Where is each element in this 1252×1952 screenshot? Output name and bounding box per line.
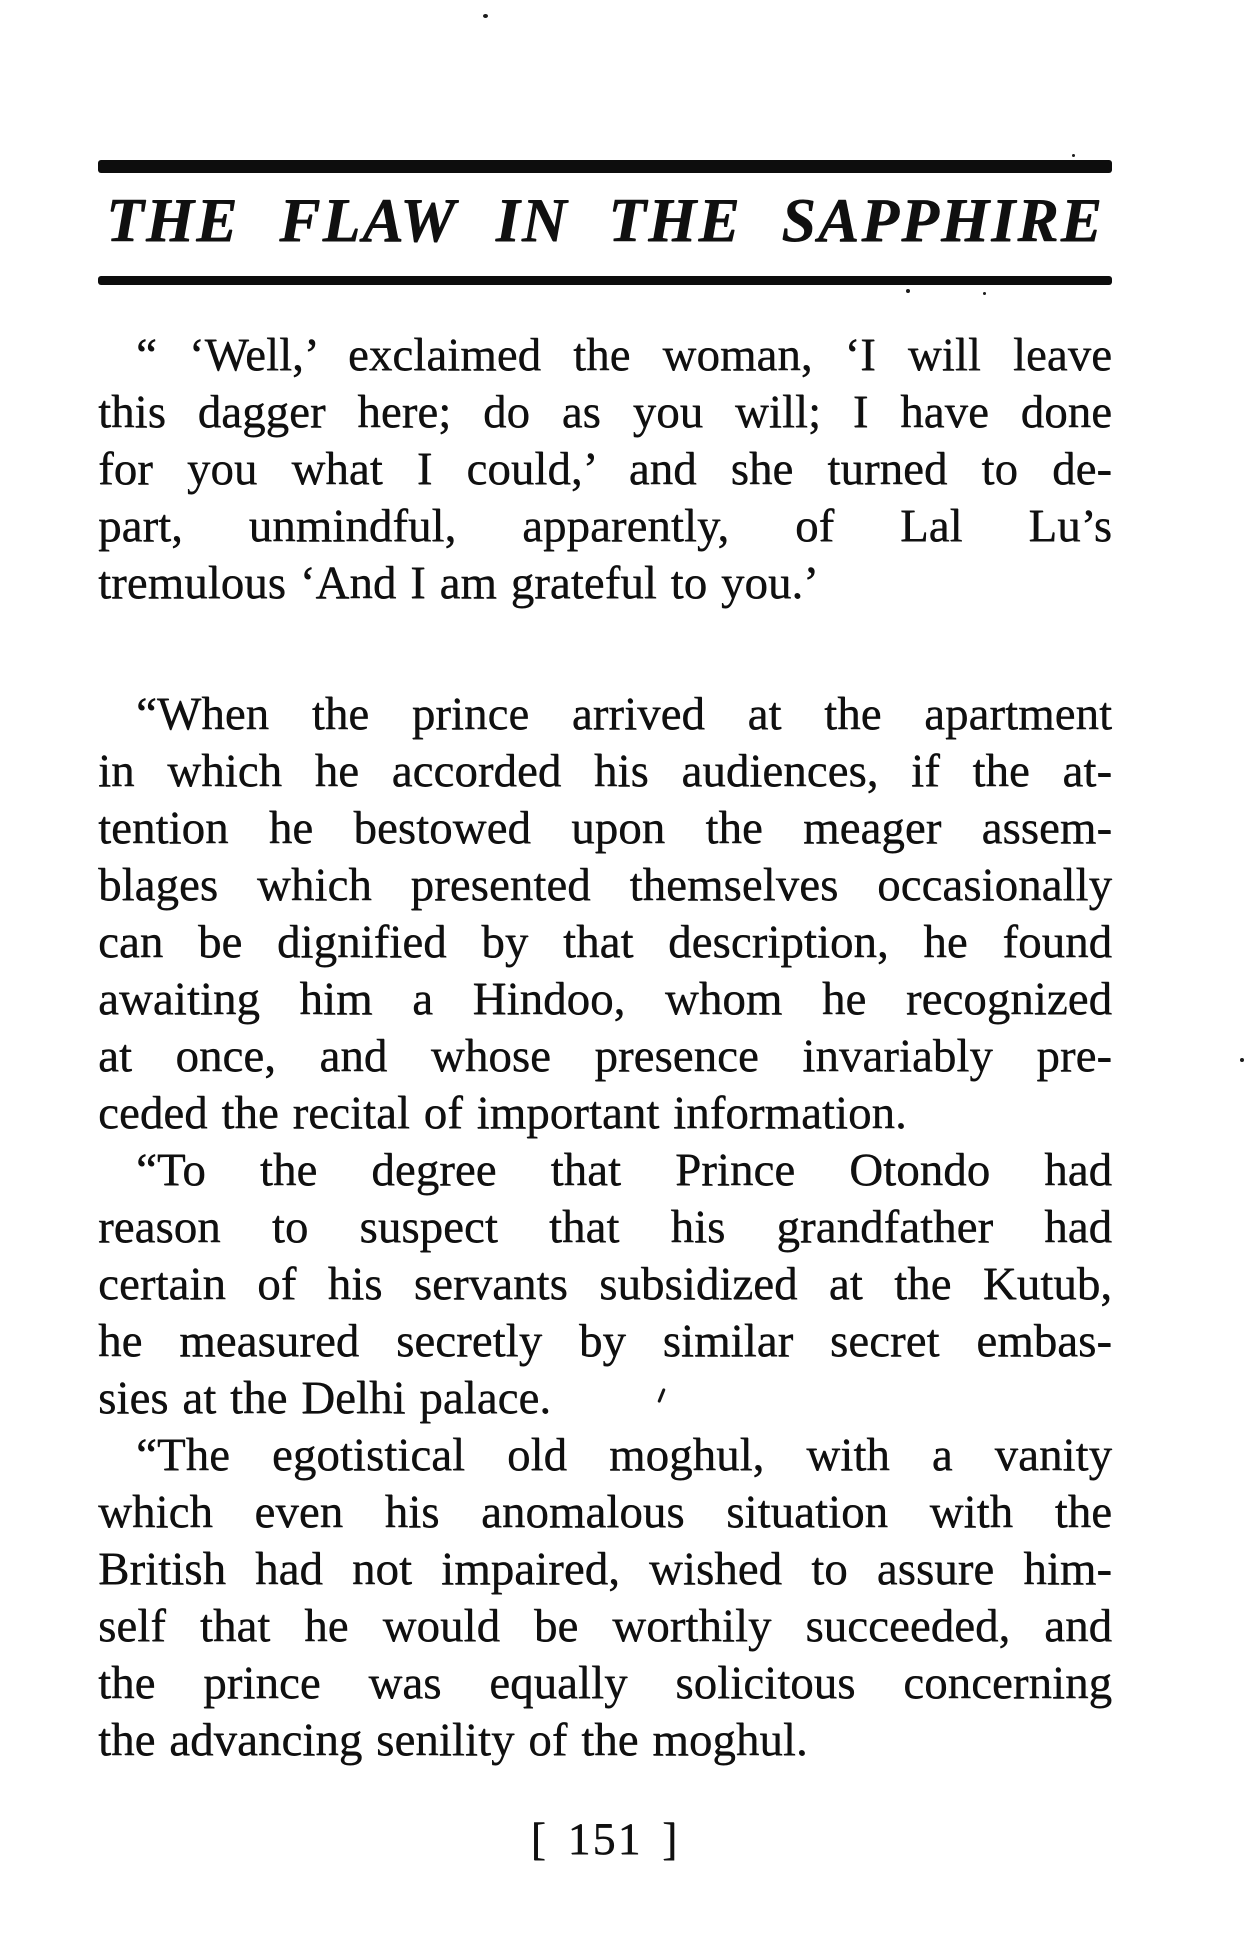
paragraph: [98, 327, 1112, 612]
text-line: tremulous ‘And I am grateful to you.’: [98, 557, 819, 609]
text-line: “ ‘Well,’ exclaimed the woman, ‘I will leave: [136, 329, 1112, 381]
text-line: this dagger here; do as you will; I have done: [98, 386, 1112, 438]
scan-speck: [1240, 1058, 1244, 1062]
text-line: part, unmindful, apparently, of Lal Lu’s: [98, 500, 1112, 552]
header-rule-bottom: [98, 276, 1112, 285]
text-line: certain of his servants subsidized at the Kutub,: [98, 1258, 1112, 1310]
text-line: sies at the Delhi palace.: [98, 1372, 552, 1424]
text-block: [98, 0, 1112, 1867]
scan-speck: [906, 289, 910, 293]
text-line: self that he would be worthily succeeded, and: [98, 1600, 1112, 1652]
paragraph: [98, 1142, 1112, 1427]
page-number: [ 151 ]: [530, 1813, 680, 1864]
text-line: at once, and whose presence invariably pre-: [98, 1030, 1112, 1082]
text-line: for you what I could,’ and she turned to de-: [98, 443, 1112, 495]
scan-speck: [483, 14, 488, 18]
text-line: the advancing senility of the moghul.: [98, 1714, 808, 1766]
text-line: reason to suspect that his grandfather had: [98, 1201, 1112, 1253]
text-line: “When the prince arrived at the apartment: [136, 688, 1112, 740]
text-line: in which he accorded his audiences, if the at-: [98, 745, 1112, 797]
text-line: he measured secretly by similar secret embas-: [98, 1315, 1112, 1367]
text-line: the prince was equally solicitous concerning: [98, 1657, 1112, 1709]
scan-speck: [983, 292, 986, 295]
text-line: which even his anomalous situation with the: [98, 1486, 1112, 1538]
paragraph: [98, 1427, 1112, 1769]
text-line: blages which presented themselves occasionally: [98, 859, 1112, 911]
text-line: can be dignified by that description, he found: [98, 916, 1112, 968]
text-line: British had not impaired, wished to assure him-: [98, 1543, 1112, 1595]
text-line: “The egotistical old moghul, with a vanity: [136, 1429, 1112, 1481]
body-text: [98, 327, 1112, 1769]
text-line: ceded the recital of important information.: [98, 1087, 907, 1139]
paragraph: [98, 686, 1112, 1142]
running-head-title: THE FLAW IN THE SAPPHIRE: [106, 187, 1104, 255]
text-line: “To the degree that Prince Otondo had: [136, 1144, 1112, 1196]
header-rule-top: [98, 160, 1112, 173]
text-line: tention he bestowed upon the meager assem-: [98, 802, 1112, 854]
text-line: awaiting him a Hindoo, whom he recognized: [98, 973, 1112, 1025]
scan-speck: [1072, 154, 1075, 157]
